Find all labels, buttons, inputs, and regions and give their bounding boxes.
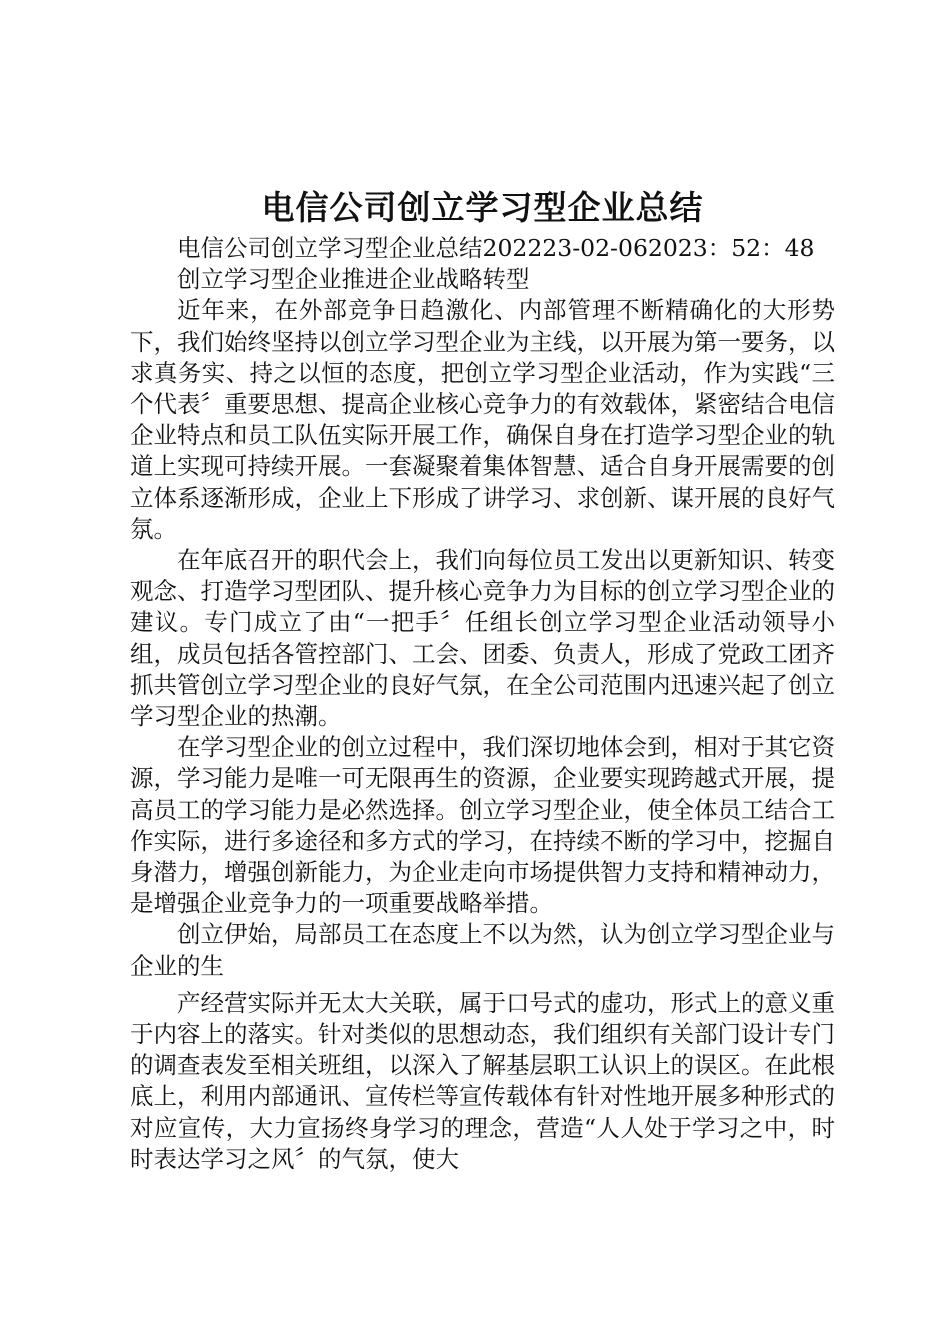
document-page [130, 183, 835, 1175]
paragraph-body-2: 在年底召开的职代会上，我们向每位员工发出以更新知识、转变观念、打造学习型团队、提升核心竞争力为目标的创立学习型企业的建议。专门成立了由“一把手〞任组长创立学习型企业活动领导小组，成员包括各管控部门、工会、团委、负责人，形成了党政工团齐抓共管创立学习型企业的良好气氛，在全公司范围内迅速兴起了创立学习型企业的热潮。 [130, 546, 835, 731]
document-title: 电信公司创立学习型企业总结 [261, 188, 704, 227]
paragraph-body-4: 创立伊始，局部员工在态度上不以为然，认为创立学习型企业与企业的生 [130, 920, 835, 980]
paragraph-body-3: 在学习型企业的创立过程中，我们深切地体会到，相对于其它资源，学习能力是唯一可无限再生的资源，企业要实现跨越式开展，提高员工的学习能力是必然选择。创立学习型企业，使全体员工结合工作实际，进行多途径和多方式的学习，在持续不断的学习中，挖掘自身潜力，增强创新能力，为企业走向市场提供智力支持和精神动力，是增强企业竞争力的一项重要战略举措。 [130, 733, 835, 918]
paragraph-body-1: 近年来，在外部竞争日趋激化、内部管理不断精确化的大形势下，我们始终坚持以创立学习型企业为主线，以开展为第一要务，以求真务实、持之以恒的态度，把创立学习型企业活动，作为实践“三个代表〞重要思想、提高企业核心竞争力的有效载体，紧密结合电信企业特点和员工队伍实际开展工作，确保自身在打造学习型企业的轨道上实现可持续开展。一套凝聚着集体智慧、适合自身开展需要的创立体系逐渐形成，企业上下形成了讲学习、求创新、谋开展的良好气氛。 [130, 296, 835, 543]
paragraph-header-line: 电信公司创立学习型企业总结202223-02-062023：52：48 [177, 234, 815, 262]
paragraph-subtitle: 创立学习型企业推进企业战略转型 [177, 265, 530, 294]
paragraph-body-5: 产经营实际并无太大关联，属于口号式的虚功，形式上的意义重于内容上的落实。针对类似的思想动态，我们组织有关部门设计专门的调查表发至相关班组，以深入了解基层职工认识上的误区。在此根底上，利用内部通讯、宣传栏等宣传载体有针对性地开展多种形式的对应宣传，大力宣扬终身学习的理念，营造“人人处于学习之中，时时表达学习之风〞的气氛，使大 [130, 988, 835, 1173]
